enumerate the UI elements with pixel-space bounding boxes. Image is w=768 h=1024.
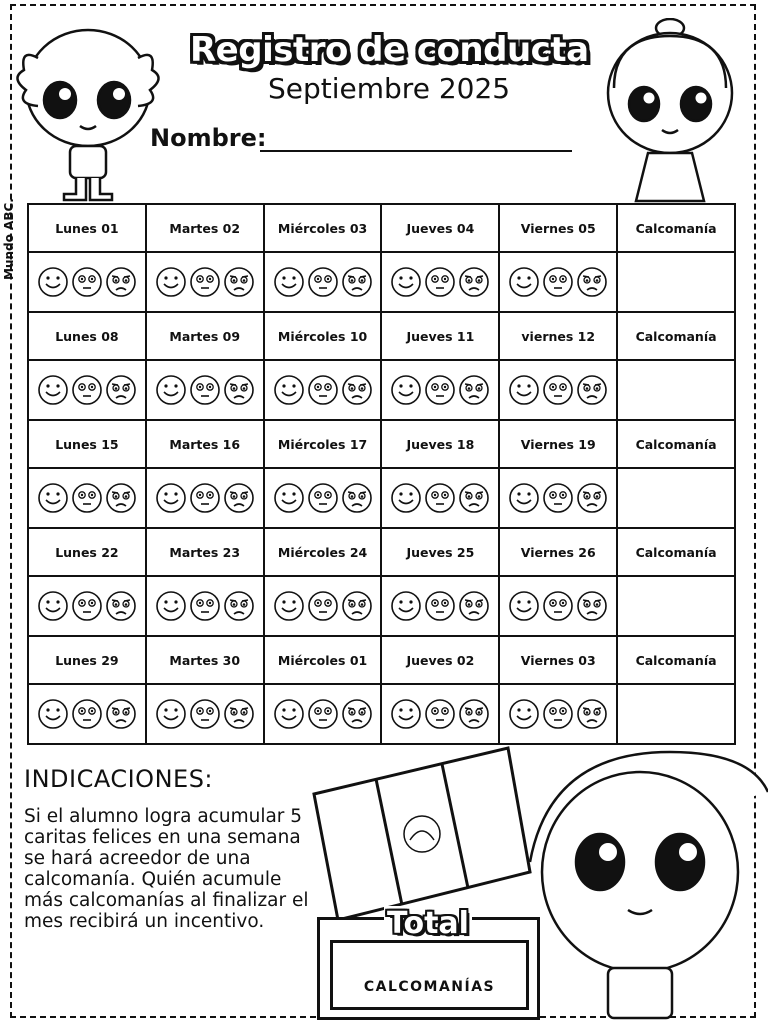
neutral-face-icon[interactable]: [189, 266, 221, 298]
neutral-face-icon[interactable]: [189, 374, 221, 406]
total-entry-area[interactable]: [330, 940, 529, 1010]
face-options: [382, 266, 498, 298]
day-label: Viernes 05: [499, 204, 617, 252]
neutral-face-icon[interactable]: [542, 266, 574, 298]
sad-face-icon[interactable]: [458, 590, 490, 622]
happy-face-icon[interactable]: [273, 590, 305, 622]
face-options: [147, 266, 263, 298]
sad-face-icon[interactable]: [223, 698, 255, 730]
neutral-face-icon[interactable]: [307, 698, 339, 730]
sad-face-icon[interactable]: [458, 482, 490, 514]
face-options: [147, 590, 263, 622]
happy-face-icon[interactable]: [37, 590, 69, 622]
face-rating-cell: [499, 576, 617, 636]
day-label: Jueves 04: [381, 204, 499, 252]
neutral-face-icon[interactable]: [71, 374, 103, 406]
happy-face-icon[interactable]: [37, 698, 69, 730]
face-options: [29, 482, 145, 514]
face-rating-cell: [28, 684, 146, 744]
happy-face-icon[interactable]: [508, 374, 540, 406]
boy-character-illustration: [8, 18, 168, 203]
happy-face-icon[interactable]: [155, 590, 187, 622]
happy-face-icon[interactable]: [390, 266, 422, 298]
face-options: [265, 374, 381, 406]
sad-face-icon[interactable]: [223, 374, 255, 406]
face-rating-cell: [146, 684, 264, 744]
happy-face-icon[interactable]: [155, 698, 187, 730]
student-name-field[interactable]: [150, 124, 575, 158]
week-header-row: [28, 420, 735, 468]
face-options: [265, 482, 381, 514]
day-label: viernes 12: [499, 312, 617, 360]
face-rating-cell: [381, 252, 499, 312]
day-label: Lunes 01: [28, 204, 146, 252]
total-box: [317, 906, 540, 1020]
sad-face-icon[interactable]: [576, 590, 608, 622]
week-header-row: [28, 204, 735, 252]
girl-with-flag-illustration: [520, 742, 768, 1024]
sad-face-icon[interactable]: [223, 266, 255, 298]
day-label: Lunes 29: [28, 636, 146, 684]
face-options: [382, 590, 498, 622]
sad-face-icon[interactable]: [576, 374, 608, 406]
face-rating-cell: [264, 360, 382, 420]
day-label: Jueves 25: [381, 528, 499, 576]
sad-face-icon[interactable]: [458, 698, 490, 730]
week-header-row: [28, 528, 735, 576]
sad-face-icon[interactable]: [341, 590, 373, 622]
neutral-face-icon[interactable]: [542, 590, 574, 622]
happy-face-icon[interactable]: [37, 266, 69, 298]
sad-face-icon[interactable]: [105, 590, 137, 622]
page-subtitle: Septiembre 2025: [268, 72, 511, 105]
week-header-row: [28, 636, 735, 684]
day-label: Miércoles 01: [264, 636, 382, 684]
day-label: Viernes 19: [499, 420, 617, 468]
neutral-face-icon[interactable]: [307, 590, 339, 622]
week-faces-row: [28, 252, 735, 312]
sad-face-icon[interactable]: [223, 590, 255, 622]
happy-face-icon[interactable]: [273, 266, 305, 298]
face-options: [29, 374, 145, 406]
day-label: Jueves 18: [381, 420, 499, 468]
name-label: Nombre:: [150, 124, 267, 152]
face-rating-cell: [264, 252, 382, 312]
neutral-face-icon[interactable]: [424, 698, 456, 730]
sad-face-icon[interactable]: [458, 266, 490, 298]
neutral-face-icon[interactable]: [189, 482, 221, 514]
happy-face-icon[interactable]: [273, 698, 305, 730]
face-rating-cell: [381, 684, 499, 744]
face-options: [147, 482, 263, 514]
day-label: Miércoles 10: [264, 312, 382, 360]
happy-face-icon[interactable]: [508, 590, 540, 622]
face-rating-cell: [264, 468, 382, 528]
neutral-face-icon[interactable]: [71, 482, 103, 514]
sad-face-icon[interactable]: [576, 482, 608, 514]
day-label: Jueves 02: [381, 636, 499, 684]
week-header-row: [28, 312, 735, 360]
day-label: Miércoles 24: [264, 528, 382, 576]
neutral-face-icon[interactable]: [542, 482, 574, 514]
sticker-header: Calcomanía: [617, 636, 735, 684]
week-faces-row: [28, 360, 735, 420]
sad-face-icon[interactable]: [576, 698, 608, 730]
sticker-header: Calcomanía: [617, 420, 735, 468]
happy-face-icon[interactable]: [273, 482, 305, 514]
happy-face-icon[interactable]: [390, 482, 422, 514]
face-options: [29, 590, 145, 622]
day-label: Viernes 03: [499, 636, 617, 684]
face-rating-cell: [499, 684, 617, 744]
happy-face-icon[interactable]: [273, 374, 305, 406]
side-credit: Mundo ABC.: [2, 198, 16, 280]
sad-face-icon[interactable]: [105, 266, 137, 298]
face-rating-cell: [264, 576, 382, 636]
day-label: Lunes 08: [28, 312, 146, 360]
girl-character-illustration: [600, 18, 740, 203]
face-rating-cell: [28, 360, 146, 420]
face-rating-cell: [28, 468, 146, 528]
happy-face-icon[interactable]: [37, 482, 69, 514]
happy-face-icon[interactable]: [508, 482, 540, 514]
sad-face-icon[interactable]: [458, 374, 490, 406]
face-options: [265, 590, 381, 622]
neutral-face-icon[interactable]: [71, 590, 103, 622]
face-options: [29, 698, 145, 730]
sticker-cell[interactable]: [617, 468, 735, 528]
face-options: [265, 698, 381, 730]
happy-face-icon[interactable]: [155, 266, 187, 298]
week-faces-row: [28, 684, 735, 744]
sticker-header: Calcomanía: [617, 528, 735, 576]
sad-face-icon[interactable]: [341, 374, 373, 406]
face-rating-cell: [146, 468, 264, 528]
face-options: [500, 590, 616, 622]
sticker-cell[interactable]: [617, 576, 735, 636]
face-rating-cell: [499, 468, 617, 528]
face-rating-cell: [381, 360, 499, 420]
instructions-title: INDICACIONES:: [24, 765, 214, 793]
face-rating-cell: [264, 684, 382, 744]
face-rating-cell: [381, 468, 499, 528]
happy-face-icon[interactable]: [390, 698, 422, 730]
face-options: [382, 374, 498, 406]
face-options: [147, 698, 263, 730]
total-label: Total: [384, 906, 472, 941]
neutral-face-icon[interactable]: [424, 266, 456, 298]
sticker-header: Calcomanía: [617, 204, 735, 252]
page-title: Registro de conducta: [190, 30, 589, 70]
mexican-flag-illustration: [310, 742, 535, 927]
sad-face-icon[interactable]: [341, 482, 373, 514]
face-options: [147, 374, 263, 406]
day-label: Miércoles 03: [264, 204, 382, 252]
face-rating-cell: [28, 576, 146, 636]
sad-face-icon[interactable]: [105, 374, 137, 406]
face-rating-cell: [146, 252, 264, 312]
sad-face-icon[interactable]: [341, 266, 373, 298]
face-rating-cell: [146, 576, 264, 636]
neutral-face-icon[interactable]: [71, 266, 103, 298]
face-options: [500, 266, 616, 298]
neutral-face-icon[interactable]: [424, 482, 456, 514]
happy-face-icon[interactable]: [508, 266, 540, 298]
face-options: [500, 482, 616, 514]
conduct-table: [27, 203, 736, 745]
neutral-face-icon[interactable]: [307, 266, 339, 298]
sad-face-icon[interactable]: [576, 266, 608, 298]
day-label: Jueves 11: [381, 312, 499, 360]
neutral-face-icon[interactable]: [424, 374, 456, 406]
day-label: Martes 02: [146, 204, 264, 252]
neutral-face-icon[interactable]: [307, 482, 339, 514]
day-label: Viernes 26: [499, 528, 617, 576]
face-rating-cell: [28, 252, 146, 312]
day-label: Lunes 15: [28, 420, 146, 468]
instructions-text: Si el alumno logra acumular 5 caritas felices en una semana se hará acreedor de una calcomanía. Quién acumule más calcomanías al finalizar el mes recibirá un incentivo.: [24, 806, 309, 932]
happy-face-icon[interactable]: [37, 374, 69, 406]
day-label: Martes 16: [146, 420, 264, 468]
face-options: [265, 266, 381, 298]
day-label: Lunes 22: [28, 528, 146, 576]
happy-face-icon[interactable]: [390, 590, 422, 622]
sticker-cell[interactable]: [617, 684, 735, 744]
sad-face-icon[interactable]: [341, 698, 373, 730]
day-label: Miércoles 17: [264, 420, 382, 468]
week-faces-row: [28, 468, 735, 528]
face-options: [500, 698, 616, 730]
day-label: Martes 09: [146, 312, 264, 360]
sticker-cell[interactable]: [617, 360, 735, 420]
face-options: [29, 266, 145, 298]
sad-face-icon[interactable]: [105, 482, 137, 514]
sad-face-icon[interactable]: [223, 482, 255, 514]
happy-face-icon[interactable]: [390, 374, 422, 406]
happy-face-icon[interactable]: [508, 698, 540, 730]
name-blank-line[interactable]: [260, 150, 572, 152]
day-label: Martes 23: [146, 528, 264, 576]
face-rating-cell: [146, 360, 264, 420]
neutral-face-icon[interactable]: [542, 698, 574, 730]
happy-face-icon[interactable]: [155, 374, 187, 406]
neutral-face-icon[interactable]: [424, 590, 456, 622]
neutral-face-icon[interactable]: [189, 590, 221, 622]
face-rating-cell: [499, 360, 617, 420]
face-rating-cell: [381, 576, 499, 636]
happy-face-icon[interactable]: [155, 482, 187, 514]
sticker-header: Calcomanía: [617, 312, 735, 360]
sad-face-icon[interactable]: [105, 698, 137, 730]
face-options: [382, 482, 498, 514]
face-options: [382, 698, 498, 730]
neutral-face-icon[interactable]: [542, 374, 574, 406]
face-options: [500, 374, 616, 406]
total-sub-label: CALCOMANÍAS: [363, 979, 496, 995]
sticker-cell[interactable]: [617, 252, 735, 312]
neutral-face-icon[interactable]: [189, 698, 221, 730]
day-label: Martes 30: [146, 636, 264, 684]
week-faces-row: [28, 576, 735, 636]
neutral-face-icon[interactable]: [71, 698, 103, 730]
face-rating-cell: [499, 252, 617, 312]
neutral-face-icon[interactable]: [307, 374, 339, 406]
